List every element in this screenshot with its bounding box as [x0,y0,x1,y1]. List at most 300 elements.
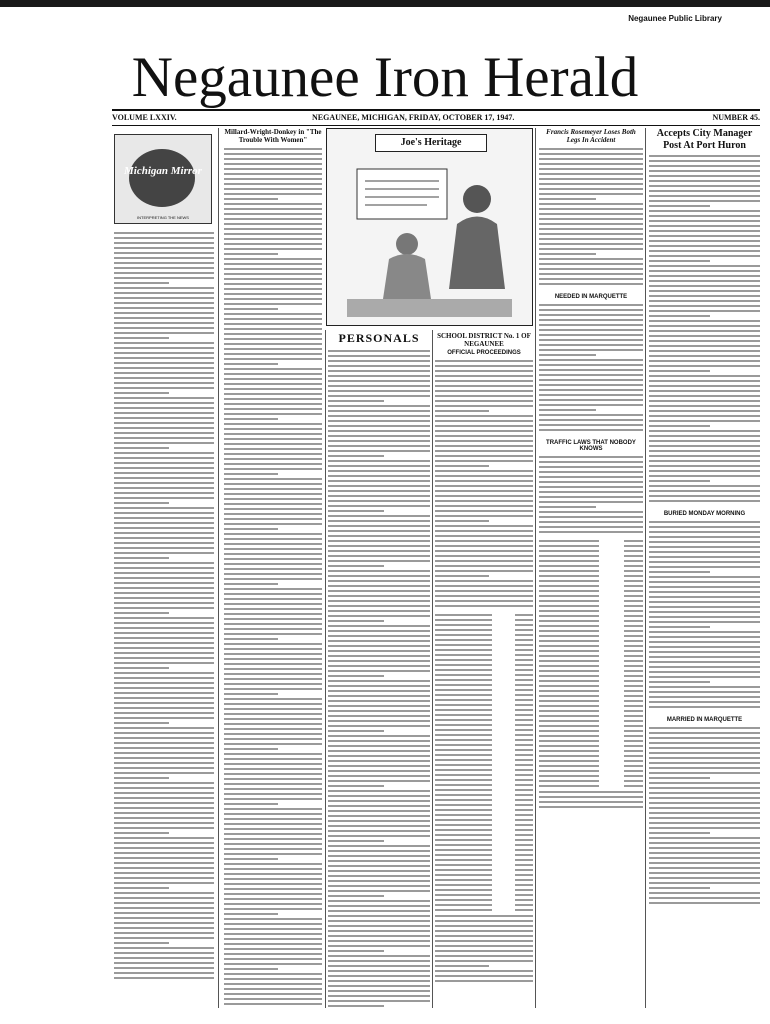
text-line [539,730,599,732]
text-line [539,364,643,366]
text-line [224,608,322,610]
text-line [328,785,384,787]
text-line [224,153,322,155]
text-line [224,988,322,990]
list-row [539,725,643,727]
text-line [224,598,322,600]
text-line [435,545,533,547]
text-line [435,555,533,557]
text-line [649,747,760,749]
text-line [624,580,643,582]
text-line [224,888,322,890]
text-line [114,267,214,269]
text-line [624,665,643,667]
column-5 [539,128,643,811]
text-line [539,526,643,528]
text-line [624,550,643,552]
text-line [114,287,214,289]
text-line [515,884,533,886]
text-line [328,955,430,957]
text-line [328,650,430,652]
text-line [649,696,760,698]
text-line [328,610,430,612]
text-line [515,839,533,841]
text-line [224,263,322,265]
text-line [114,627,214,629]
text-line [539,148,643,150]
text-line [649,541,760,543]
text-line [224,603,322,605]
expenditure-list [435,614,533,911]
text-line [515,819,533,821]
text-line [649,902,760,904]
michigan-mirror-logo [114,134,212,224]
text-line [649,210,760,212]
text-line [539,675,599,677]
text-line [114,562,214,564]
text-line [114,492,214,494]
text-line [114,367,214,369]
text-line [328,830,430,832]
text-line [114,822,214,824]
list-row [435,659,533,661]
text-line [539,650,599,652]
text-line [328,415,430,417]
text-line [515,724,533,726]
text-line [539,545,599,547]
text-line [649,495,760,497]
text-line [515,889,533,891]
text-line [224,638,278,640]
text-line [539,419,643,421]
text-line [649,837,760,839]
text-line [649,812,760,814]
text-line [435,390,533,392]
text-line [515,859,533,861]
text-line [624,760,643,762]
text-line [114,242,214,244]
text-line [435,764,492,766]
text-line [114,977,214,979]
text-line [539,263,643,265]
text-line [224,443,322,445]
text-line [328,755,430,757]
text-line [224,313,322,315]
text-line [328,730,384,732]
text-line [224,968,278,970]
text-line [539,506,596,508]
text-line [224,478,322,480]
text-line [224,1003,322,1005]
text-line [114,397,214,399]
text-line [624,690,643,692]
text-line [114,882,214,884]
text-line [539,635,599,637]
text-line [515,814,533,816]
text-line [224,678,322,680]
text-line [435,719,492,721]
list-row [435,824,533,826]
text-line [224,553,322,555]
text-line [114,272,214,274]
text-line [649,686,760,688]
text-line [515,694,533,696]
text-line [539,690,599,692]
text-line [649,280,760,282]
text-line [649,350,760,352]
text-line [328,425,430,427]
text-line [649,435,760,437]
text-line [624,735,643,737]
text-line [114,757,214,759]
issue-number: NUMBER 45. [712,113,760,122]
list-row [435,619,533,621]
text-line [435,360,533,362]
text-line [539,314,643,316]
text-line [328,475,430,477]
list-row [539,600,643,602]
text-line [649,220,760,222]
text-line [114,702,214,704]
text-line [224,843,322,845]
text-line [224,413,322,415]
text-line [435,930,533,932]
text-line [224,703,322,705]
text-line [539,369,643,371]
text-line [649,290,760,292]
text-line [435,450,533,452]
text-line [435,975,533,977]
text-line [624,615,643,617]
text-line [649,661,760,663]
text-line [539,414,643,416]
text-line [435,849,492,851]
list-row [435,634,533,636]
text-line [539,193,643,195]
text-line [649,390,760,392]
text-line [224,448,322,450]
text-line [539,605,599,607]
text-line [224,483,322,485]
text-line [649,586,760,588]
text-line [328,575,430,577]
text-line [539,389,643,391]
text-line [224,173,322,175]
text-line [224,908,322,910]
list-row [539,730,643,732]
text-line [328,705,430,707]
list-row [435,819,533,821]
text-line [224,568,322,570]
text-line [328,635,430,637]
text-line [649,165,760,167]
text-line [224,158,322,160]
text-line [649,500,760,502]
text-line [649,275,760,277]
text-line [114,277,214,279]
text-line [649,521,760,523]
text-line [649,420,760,422]
text-line [539,531,643,533]
column-rule [325,330,326,1008]
text-line [539,304,643,306]
text-line [539,359,643,361]
list-row [435,769,533,771]
text-line [435,794,492,796]
text-line [224,803,278,805]
text-line [539,780,599,782]
list-row [435,799,533,801]
text-line [624,655,643,657]
text-line [114,652,214,654]
text-line [114,352,214,354]
text-line [328,660,430,662]
text-line [649,827,760,829]
text-line [328,645,430,647]
text-line [328,945,430,947]
text-line [515,759,533,761]
text-line [224,163,322,165]
text-line [328,390,430,392]
text-line [224,388,322,390]
text-line [328,750,430,752]
logo-text: Michigan Mirror [124,165,202,177]
city-manager-text [649,155,760,505]
text-line [435,550,533,552]
text-line [539,374,643,376]
text-line [435,799,492,801]
text-line [328,465,430,467]
text-line [649,155,760,157]
text-line [224,358,322,360]
text-line [539,248,643,250]
text-line [114,952,214,954]
text-line [328,460,430,462]
text-line [649,485,760,487]
text-line [515,754,533,756]
text-line [539,670,599,672]
text-line [114,532,214,534]
closing-text [539,791,643,811]
text-line [649,852,760,854]
text-line [224,983,322,985]
text-line [649,701,760,703]
text-line [539,511,643,513]
list-row [435,644,533,646]
text-line [224,633,322,635]
text-line [435,809,492,811]
text-line [328,405,430,407]
list-row [435,889,533,891]
text-line [539,715,599,717]
text-line [435,859,492,861]
text-line [539,501,643,503]
list-row [435,689,533,691]
text-line [224,458,322,460]
text-line [649,576,760,578]
text-line [114,662,214,664]
text-line [435,634,492,636]
text-line [649,792,760,794]
text-line [224,543,322,545]
text-line [435,619,492,621]
list-row [539,645,643,647]
text-line [114,832,169,834]
text-line [224,643,322,645]
text-line [624,745,643,747]
text-line [649,335,760,337]
text-line [328,445,430,447]
text-line [435,864,492,866]
text-line [435,874,492,876]
text-line [224,518,322,520]
text-line [114,972,214,974]
text-line [624,605,643,607]
volume-label: VOLUME LXXIV. [112,113,177,122]
text-line [224,348,322,350]
text-line [224,423,322,425]
school-heading: SCHOOL DISTRICT No. 1 OF NEGAUNEE [437,332,531,349]
list-row [435,639,533,641]
text-line [435,940,533,942]
list-row [539,545,643,547]
list-row [539,570,643,572]
text-line [114,682,214,684]
text-line [539,806,643,808]
text-line [435,525,533,527]
text-line [649,681,710,683]
text-line [649,480,710,482]
list-row [539,610,643,612]
text-line [328,630,430,632]
text-line [114,872,214,874]
text-line [224,628,322,630]
text-line [114,447,169,449]
text-line [114,387,214,389]
text-line [649,230,760,232]
text-line [515,624,533,626]
text-line [539,720,599,722]
text-line [539,655,599,657]
list-row [435,854,533,856]
text-line [224,533,322,535]
text-line [328,840,384,842]
text-line [114,837,214,839]
text-line [539,324,643,326]
list-row [539,785,643,787]
text-line [624,560,643,562]
text-line [539,695,599,697]
text-line [539,158,643,160]
list-row [539,670,643,672]
column-1 [114,128,214,982]
text-line [624,625,643,627]
text-line [649,460,760,462]
text-line [224,903,322,905]
text-line [328,655,430,657]
text-line [649,832,710,834]
text-line [649,175,760,177]
column-6 [649,128,760,907]
text-line [649,475,760,477]
list-row [435,754,533,756]
text-line [624,705,643,707]
text-line [328,365,430,367]
text-line [649,405,760,407]
text-line [328,665,430,667]
list-row [435,809,533,811]
text-line [649,767,760,769]
text-line [114,657,214,659]
traffic-text [539,456,643,536]
text-line [539,705,599,707]
text-line [649,857,760,859]
text-line [114,497,214,499]
text-line [224,708,322,710]
text-line [649,601,760,603]
list-row [539,705,643,707]
text-line [435,814,492,816]
text-line [539,243,643,245]
text-line [515,619,533,621]
text-line [515,844,533,846]
text-line [649,616,760,618]
text-line [328,790,430,792]
text-line [328,595,430,597]
text-line [114,372,214,374]
text-line [224,833,322,835]
text-line [114,307,214,309]
text-line [624,780,643,782]
text-line [435,915,533,917]
text-line [114,932,214,934]
text-line [114,617,214,619]
text-line [328,505,430,507]
text-line [224,763,322,765]
text-line [224,243,322,245]
text-line [649,782,760,784]
text-line [435,955,533,957]
text-line [224,723,322,725]
list-row [435,869,533,871]
list-row [435,839,533,841]
text-line [539,796,643,798]
text-line [224,768,322,770]
list-row [435,679,533,681]
text-line [435,904,492,906]
list-row [539,775,643,777]
text-line [224,233,322,235]
text-line [114,237,214,239]
text-line [224,503,322,505]
text-line [515,699,533,701]
text-line [224,783,322,785]
text-line [649,691,760,693]
text-line [114,427,214,429]
text-line [515,654,533,656]
text-line [624,725,643,727]
text-line [224,918,322,920]
list-row [539,680,643,682]
list-row [539,620,643,622]
text-line [224,798,322,800]
text-line [515,659,533,661]
text-line [114,262,214,264]
text-line [114,707,214,709]
text-line [649,732,760,734]
text-line [515,734,533,736]
text-line [328,600,430,602]
